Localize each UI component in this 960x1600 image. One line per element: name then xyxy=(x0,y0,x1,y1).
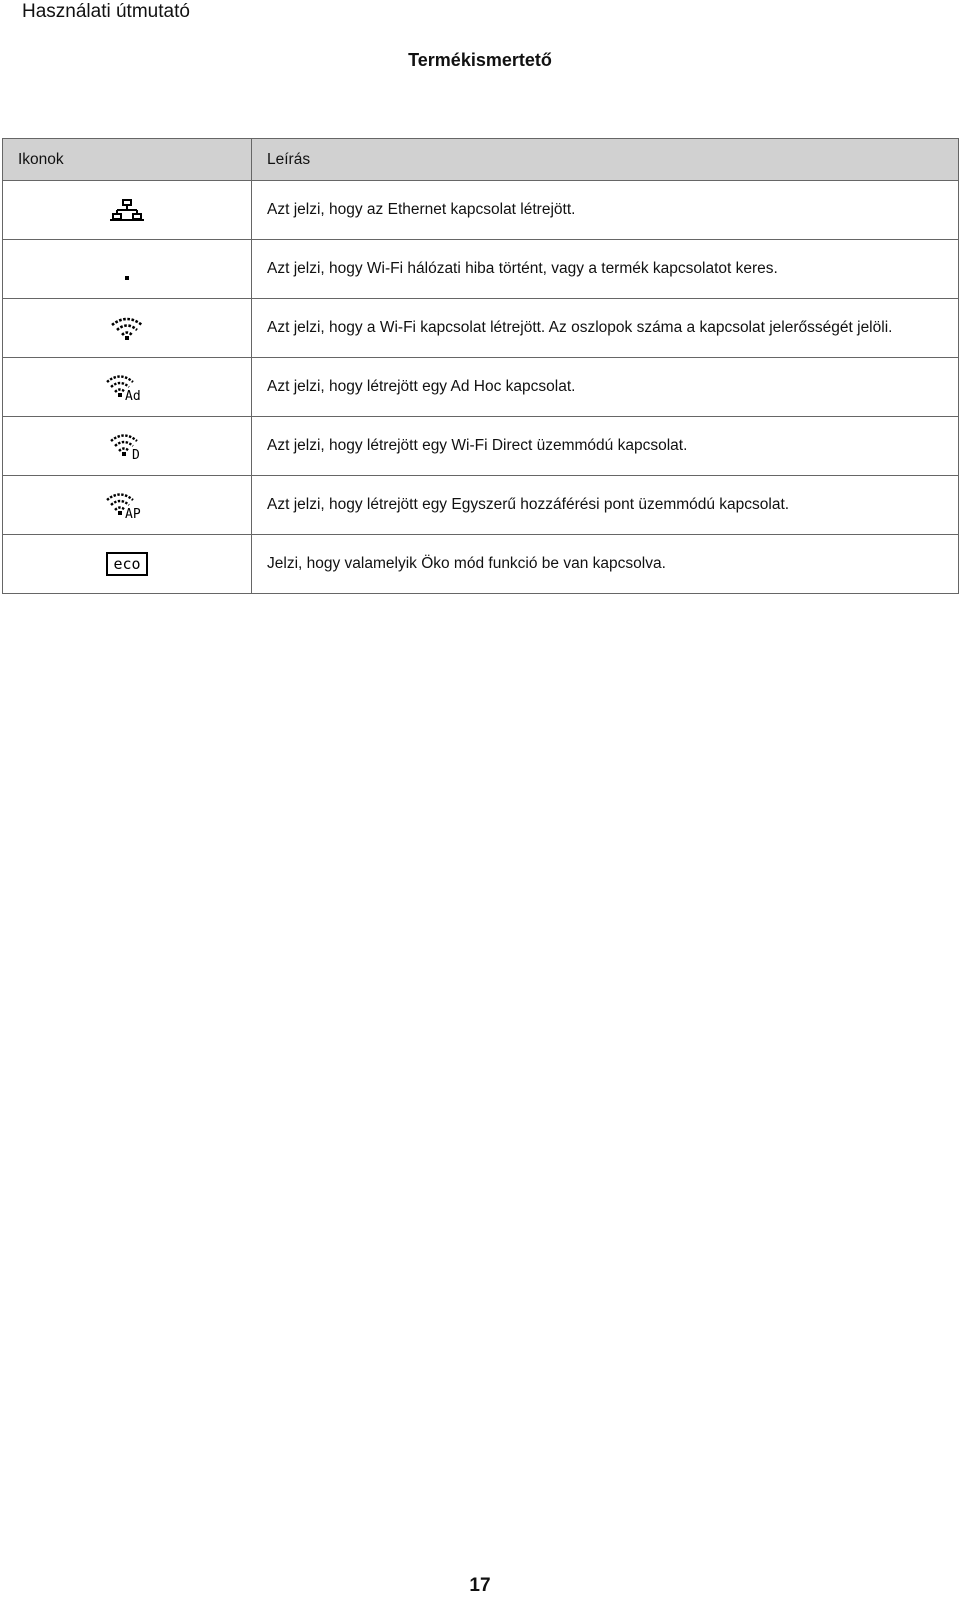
table-row xyxy=(3,358,959,417)
running-header: Használati útmutató xyxy=(22,1,190,22)
wifi-error-dot-icon xyxy=(110,260,144,277)
icon-cell xyxy=(3,240,252,299)
section-title: Termékismertető xyxy=(408,50,552,70)
row-description: Azt jelzi, hogy az Ethernet kapcsolat létrejött. xyxy=(252,181,959,240)
table-row xyxy=(3,417,959,476)
wifi-signal-icon xyxy=(110,319,144,336)
row-description: Azt jelzi, hogy Wi-Fi hálózati hiba történt, vagy a termék kapcsolatot keres. xyxy=(252,240,959,299)
icon-cell xyxy=(3,476,252,535)
wifi-direct-icon xyxy=(109,437,145,460)
row-description: Azt jelzi, hogy a Wi-Fi kapcsolat létrejött. Az oszlopok száma a kapcsolat jelerősségét jelöli. xyxy=(252,299,959,358)
table-row xyxy=(3,535,959,594)
row-description: Azt jelzi, hogy létrejött egy Ad Hoc kapcsolat. xyxy=(252,358,959,417)
icon-cell xyxy=(3,417,252,476)
page-number: 17 xyxy=(469,1575,491,1596)
icon-cell xyxy=(3,181,252,240)
eco-icon xyxy=(106,555,148,572)
table-header-row xyxy=(3,139,959,181)
ap-label: AP xyxy=(125,507,141,519)
icon-table xyxy=(2,138,959,594)
table-row xyxy=(3,240,959,299)
wifi-ap-icon xyxy=(105,496,149,519)
direct-label: D xyxy=(132,448,140,460)
icon-cell xyxy=(3,299,252,358)
column-header-icons: Ikonok xyxy=(3,139,252,181)
row-description: Jelzi, hogy valamelyik Öko mód funkció be van kapcsolva. xyxy=(252,535,959,594)
row-description: Azt jelzi, hogy létrejött egy Wi-Fi Direct üzemmódú kapcsolat. xyxy=(252,417,959,476)
wifi-adhoc-icon xyxy=(105,378,149,401)
table-row xyxy=(3,181,959,240)
row-description: Azt jelzi, hogy létrejött egy Egyszerű hozzáférési pont üzemmódú kapcsolat. xyxy=(252,476,959,535)
ethernet-icon xyxy=(110,201,144,218)
icon-cell xyxy=(3,535,252,594)
table-row xyxy=(3,476,959,535)
adhoc-label: Ad xyxy=(125,389,141,401)
table-row xyxy=(3,299,959,358)
column-header-description: Leírás xyxy=(252,139,959,181)
eco-label: eco xyxy=(113,555,141,573)
icon-cell xyxy=(3,358,252,417)
